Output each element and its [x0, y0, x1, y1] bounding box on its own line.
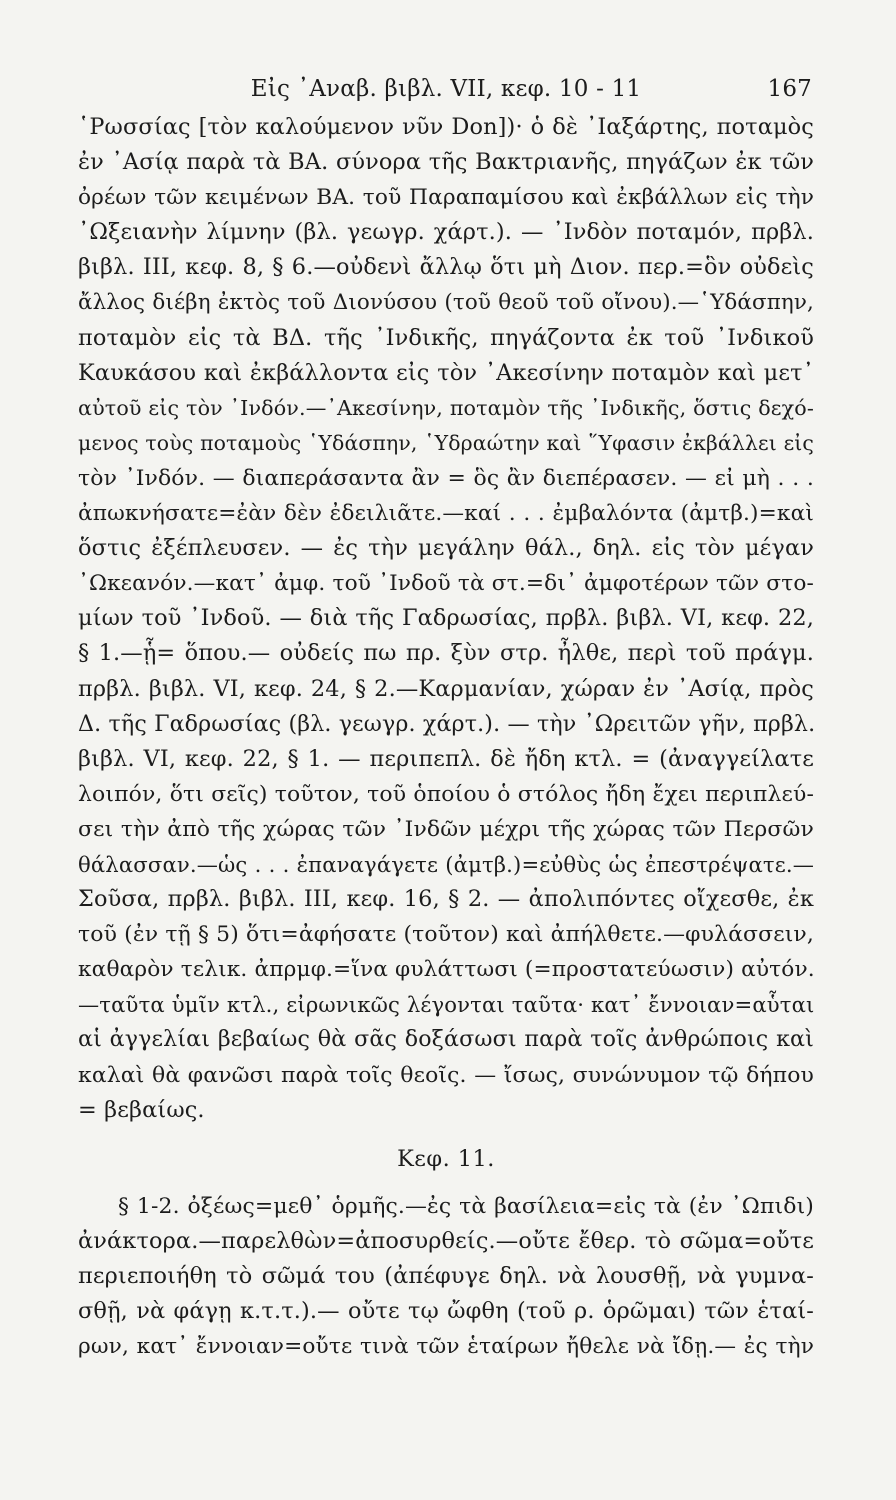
- text-line: —ταῦτα ὑμῖν κτλ., εἰρωνικῶς λέγονται ταῦτα· κατ᾿ ἔννοιαν=αὗται: [78, 992, 815, 1018]
- text-line: σθῇ, νὰ φάγῃ κ.τ.τ.).— οὔτε τῳ ὤφθη (τοῦ ρ. ὁρῶμαι) τῶν ἑταί-: [78, 1298, 814, 1324]
- text-line: ρων, κατ᾿ ἔννοιαν=οὔτε τινὰ τῶν ἑταίρων ἤθελε νὰ ἴδῃ.— ἐς τὴν: [78, 1334, 814, 1360]
- text-line: μενος τοὺς ποταμοὺς ῾Υδάσπην, ῾Υδραώτην καὶ ῞Υφασιν ἐκβάλλει εἰς: [78, 430, 814, 455]
- text-line: τοῦ (ἐν τῇ § 5) ὅτι=ἀφήσατε (τοῦτον) καὶ ἀπήλθετε.—φυλάσσειν,: [78, 922, 814, 948]
- chapter-11-commentary: [78, 1189, 814, 1364]
- text-line: ἄλλος διέβη ἐκτὸς τοῦ Διονύσου (τοῦ θεοῦ τοῦ οἴνου).—῾Υδάσπην,: [78, 290, 814, 316]
- text-line: ᾿Ωκεανόν.—κατ᾿ ἀμφ. τοῦ ᾿Ινδοῦ τὰ στ.=δι᾿ ἀμφοτέρων τῶν στο-: [78, 571, 814, 597]
- chapter-10-commentary: [78, 110, 814, 1128]
- text-line-first: § 1-2. ὀξέως=μεθ᾿ ὁρμῆς.—ἐς τὰ βασίλεια=εἰς τὰ (ἐν ᾿Ωπιδι): [118, 1193, 814, 1219]
- text-line: αἱ ἀγγελίαι βεβαίως θὰ σᾶς δοξάσωσι παρὰ τοῖς ἀνθρώποις καὶ: [78, 1026, 814, 1053]
- text-line: βιβλ. VI, κεφ. 22, § 1. — περιπεπλ. δὲ ἤδη κτλ. = (ἀναγγείλατε: [78, 745, 814, 772]
- text-line: λοιπόν, ὅτι σεῖς) τοῦτον, τοῦ ὁποίου ὁ στόλος ἤδη ἔχει περιπλεύ-: [78, 781, 814, 807]
- text-line: ᾿Ωξειανὴν λίμνην (βλ. γεωγρ. χάρτ.). — ᾿Ινδὸν ποταμόν, πρβλ.: [78, 219, 814, 246]
- page-number: 167: [767, 76, 812, 102]
- running-title: Εἰς ᾿Αναβ. βιβλ. VII, κεφ. 10 - 11: [250, 76, 642, 102]
- text-line: μίων τοῦ ᾿Ινδοῦ. — διὰ τῆς Γαδρωσίας, πρβλ. βιβλ. VI, κεφ. 22,: [78, 605, 814, 632]
- text-line: Δ. τῆς Γαδρωσίας (βλ. γεωγρ. χάρτ.). — τὴν ᾿Ωρειτῶν γῆν, πρβλ.: [78, 710, 816, 737]
- running-head: [78, 74, 814, 110]
- text-line: ῾Ρωσσίας [τὸν καλούμενον νῦν Don])· ὁ δὲ ᾿Ιαξάρτης, ποταμὸς: [78, 114, 814, 140]
- text-line: ἀνάκτορα.—παρελθὼν=ἀποσυρθείς.—οὔτε ἔθερ. τὸ σῶμα=οὔτε: [78, 1227, 814, 1254]
- text-line: § 1.—ᾗ= ὅπου.— οὐδείς πω πρ. ξὺν στρ. ἦλθε, περὶ τοῦ πράγμ.: [78, 640, 814, 667]
- text-line: αὐτοῦ εἰς τὸν ᾿Ινδόν.—᾿Ακεσίνην, ποταμὸν τῆς ᾿Ινδικῆς, ὅστις δεχό-: [78, 395, 814, 420]
- text-line-last: = βεβαίως.: [78, 1096, 205, 1123]
- text-line: ὀρέων τῶν κειμένων ΒΑ. τοῦ Παραπαμίσου καὶ ἐκβάλλων εἰς τὴν: [78, 185, 814, 211]
- text-line: καλαὶ θὰ φανῶσι παρὰ τοῖς θεοῖς. — ἴσως, συνώνυμον τῷ δήπου: [78, 1062, 814, 1088]
- text-line: ἀπωκνήσατε=ἐὰν δὲν ἐδειλιᾶτε.—καί . . . ἐμβαλόντα (ἀμτβ.)=καὶ: [78, 501, 814, 527]
- text-line: Καυκάσου καὶ ἐκβάλλοντα εἰς τὸν ᾿Ακεσίνην ποταμὸν καὶ μετ᾿: [78, 359, 814, 386]
- chapter-11-heading: Κεφ. 11.: [397, 1145, 495, 1172]
- text-line: βιβλ. III, κεφ. 8, § 6.—οὐδενὶ ἄλλῳ ὅτι μὴ Διον. περ.=ὃν οὐδεὶς: [78, 254, 814, 281]
- text-line: πρβλ. βιβλ. VI, κεφ. 24, § 2.—Καρμανίαν, χώραν ἐν ᾿Ασίᾳ, πρὸς: [78, 675, 814, 702]
- text-line: ποταμὸν εἰς τὰ ΒΔ. τῆς ᾿Ινδικῆς, πηγάζοντα ἐκ τοῦ ᾿Ινδικοῦ: [78, 324, 814, 351]
- text-line: σει τὴν ἀπὸ τῆς χώρας τῶν ᾿Ινδῶν μέχρι τῆς χώρας τῶν Περσῶν: [78, 816, 814, 842]
- text-line: τὸν ᾿Ινδόν. — διαπεράσαντα ἂν = ὃς ἂν διεπέρασεν. — εἰ μὴ . . .: [78, 465, 814, 491]
- text-line: θάλασσαν.—ὡς . . . ἐπαναγάγετε (ἀμτβ.)=εὐθὺς ὡς ἐπεστρέψατε.—: [78, 851, 814, 877]
- text-line: ἐν ᾿Ασίᾳ παρὰ τὰ ΒΑ. σύνορα τῆς Βακτριανῆς, πηγάζων ἐκ τῶν: [78, 149, 814, 176]
- text-line: καθαρὸν τελικ. ἀπρμφ.=ἵνα φυλάττωσι (=προστατεύωσιν) αὐτόν.: [78, 957, 815, 983]
- text-line: Σοῦσα, πρβλ. βιβλ. III, κεφ. 16, § 2. — ἀπολιπόντες οἴχεσθε, ἐκ: [78, 886, 814, 913]
- text-line: περιεποιήθη τὸ σῶμά του (ἀπέφυγε δηλ. νὰ λουσθῇ, νὰ γυμνα-: [78, 1262, 814, 1289]
- text-line: ὅστις ἐξέπλευσεν. — ἐς τὴν μεγάλην θάλ., δηλ. εἰς τὸν μέγαν: [78, 535, 814, 562]
